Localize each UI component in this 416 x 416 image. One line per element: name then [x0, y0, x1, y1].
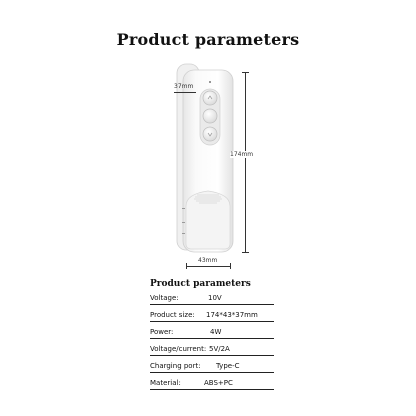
param-row	[150, 324, 274, 339]
param-value: 10V	[208, 294, 222, 302]
params-title: Product parameters	[150, 279, 251, 289]
param-row	[150, 307, 274, 322]
param-key: Voltage/current:	[150, 345, 207, 353]
param-row	[150, 358, 274, 373]
param-value: Type-C	[216, 362, 240, 370]
page-title: Product parameters	[116, 30, 300, 49]
param-key: Charging port:	[150, 362, 201, 370]
side-marking	[182, 208, 185, 209]
button-down-icon	[203, 127, 217, 141]
button-up-icon	[203, 91, 217, 105]
param-key: Product size:	[150, 311, 195, 319]
param-value: 4W	[210, 328, 222, 336]
param-row	[150, 375, 274, 390]
param-key: Material:	[150, 379, 181, 387]
param-value: 174*43*37mm	[206, 311, 258, 319]
depth-dimension-label: 37mm	[174, 83, 194, 90]
width-dimension-tick-right	[230, 263, 231, 269]
depth-dimension-line	[174, 92, 196, 93]
width-dimension-line	[186, 266, 230, 267]
width-dimension-label: 43mm	[198, 257, 218, 264]
side-marking	[182, 222, 185, 223]
button-middle-icon	[203, 109, 217, 123]
height-dimension-label: 174mm	[230, 151, 254, 158]
param-row	[150, 341, 274, 356]
param-key: Voltage:	[150, 294, 179, 302]
param-value: 5V/2A	[209, 345, 230, 353]
side-marking	[182, 233, 185, 234]
param-key: Power:	[150, 328, 174, 336]
height-dimension-tick-bottom	[242, 252, 249, 253]
indicator-light-icon	[209, 81, 211, 83]
device-lower-panel	[186, 191, 230, 249]
button-column	[200, 89, 220, 145]
param-value: ABS+PC	[204, 379, 233, 387]
height-dimension-line	[245, 72, 246, 252]
param-row	[150, 290, 274, 305]
